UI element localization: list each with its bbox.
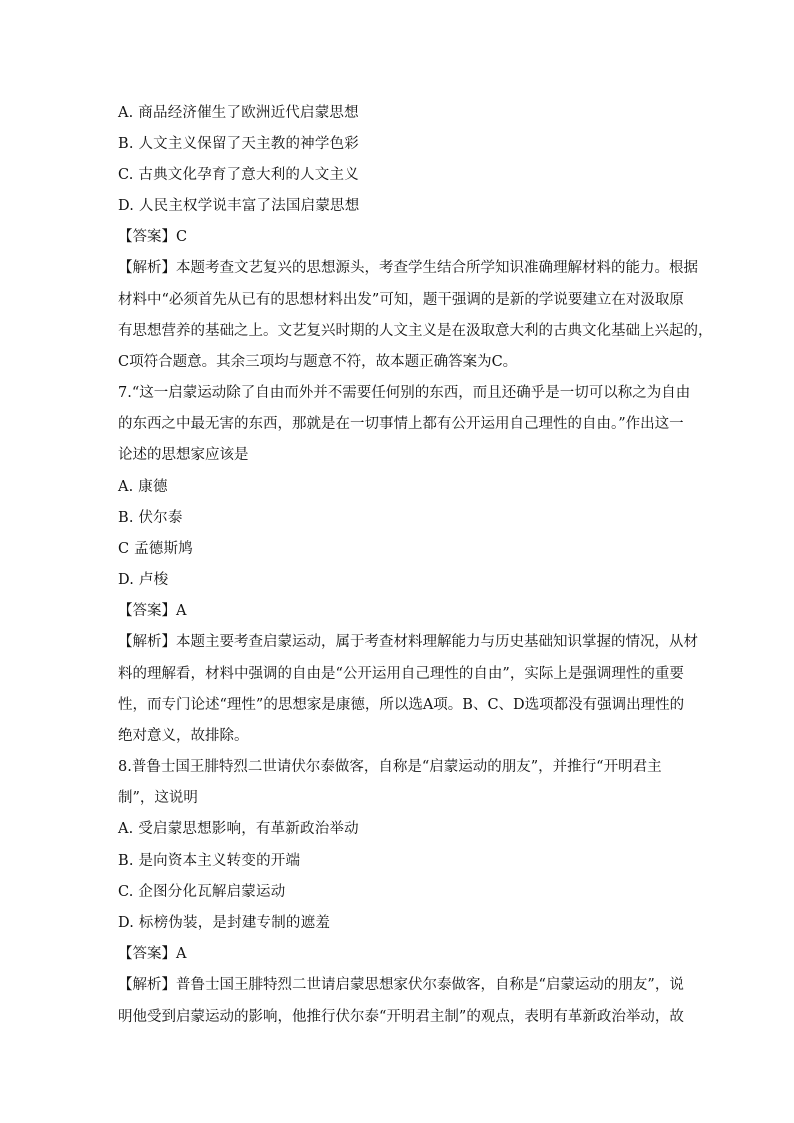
q6-option-c: C. 古典文化孕育了意大利的人文主义 xyxy=(118,167,359,183)
q8-answer: 【答案】A xyxy=(118,946,187,962)
q6-option-b: B. 人文主义保留了天主教的神学色彩 xyxy=(118,136,359,152)
q7-option-a: A. 康德 xyxy=(118,479,168,495)
q7-analysis-line-4: 绝对意义，故排除。 xyxy=(118,728,249,744)
q6-analysis-line-4: C项符合题意。其余三项均与题意不符，故本题正确答案为C。 xyxy=(118,354,518,370)
q7-analysis-line-2: 料的理解看，材料中强调的自由是“公开运用自己理性的自由”，实际上是强调理性的重要 xyxy=(118,666,684,682)
q7-option-d: D. 卢梭 xyxy=(118,572,169,588)
q6-analysis-line-2: 材料中“必须首先从已有的思想材料出发”可知，题干强调的是新的学说要建立在对汲取原 xyxy=(118,292,684,308)
q8-option-d: D. 标榜伪装，是封建专制的遮羞 xyxy=(118,915,331,931)
q8-option-c: C. 企图分化瓦解启蒙运动 xyxy=(118,884,286,900)
q8-analysis-line-2: 明他受到启蒙运动的影响，他推行伏尔泰“开明君主制”的观点，表明有革新政治举动，故 xyxy=(118,1009,684,1025)
q8-option-a: A. 受启蒙思想影响，有革新政治举动 xyxy=(118,821,359,837)
q7-analysis-line-3: 性，而专门论述“理性”的思想家是康德，所以选A项。B、C、D选项都没有强调出理性的 xyxy=(118,697,685,713)
q8-stem-line-2: 制”，这说明 xyxy=(118,790,198,806)
q7-option-c: C 孟德斯鸠 xyxy=(118,541,193,557)
q7-option-b: B. 伏尔泰 xyxy=(118,510,183,526)
q6-option-a: A. 商品经济催生了欧洲近代启蒙思想 xyxy=(118,105,359,121)
q6-option-d: D. 人民主权学说丰富了法国启蒙思想 xyxy=(118,198,360,214)
q7-analysis-line-1: 【解析】本题主要考查启蒙运动，属于考查材料理解能力与历史基础知识掌握的情况，从材 xyxy=(118,634,698,650)
q8-stem-line-1: 8.普鲁士国王腓特烈二世请伏尔泰做客，自称是“启蒙运动的朋友”，并推行“开明君主 xyxy=(118,759,662,775)
q6-analysis-line-3: 有思想营养的基础之上。文艺复兴时期的人文主义是在汲取意大利的古典文化基础上兴起的， xyxy=(118,323,713,339)
q6-answer: 【答案】C xyxy=(118,229,188,245)
q6-analysis-line-1: 【解析】本题考查文艺复兴的思想源头，考查学生结合所学知识准确理解材料的能力。根据 xyxy=(118,260,698,276)
q7-stem-line-1: 7.“这一启蒙运动除了自由而外并不需要任何别的东西，而且还确乎是一切可以称之为自由 xyxy=(118,385,691,401)
q8-option-b: B. 是向资本主义转变的开端 xyxy=(118,853,301,869)
q7-stem-line-2: 的东西之中最无害的东西，那就是在一切事情上都有公开运用自己理性的自由。”作出这一 xyxy=(118,416,684,432)
q7-answer: 【答案】A xyxy=(118,603,187,619)
q8-analysis-line-1: 【解析】普鲁士国王腓特烈二世请启蒙思想家伏尔泰做客，自称是“启蒙运动的朋友”，说 xyxy=(118,977,684,993)
q7-stem-line-3: 论述的思想家应该是 xyxy=(118,447,249,463)
